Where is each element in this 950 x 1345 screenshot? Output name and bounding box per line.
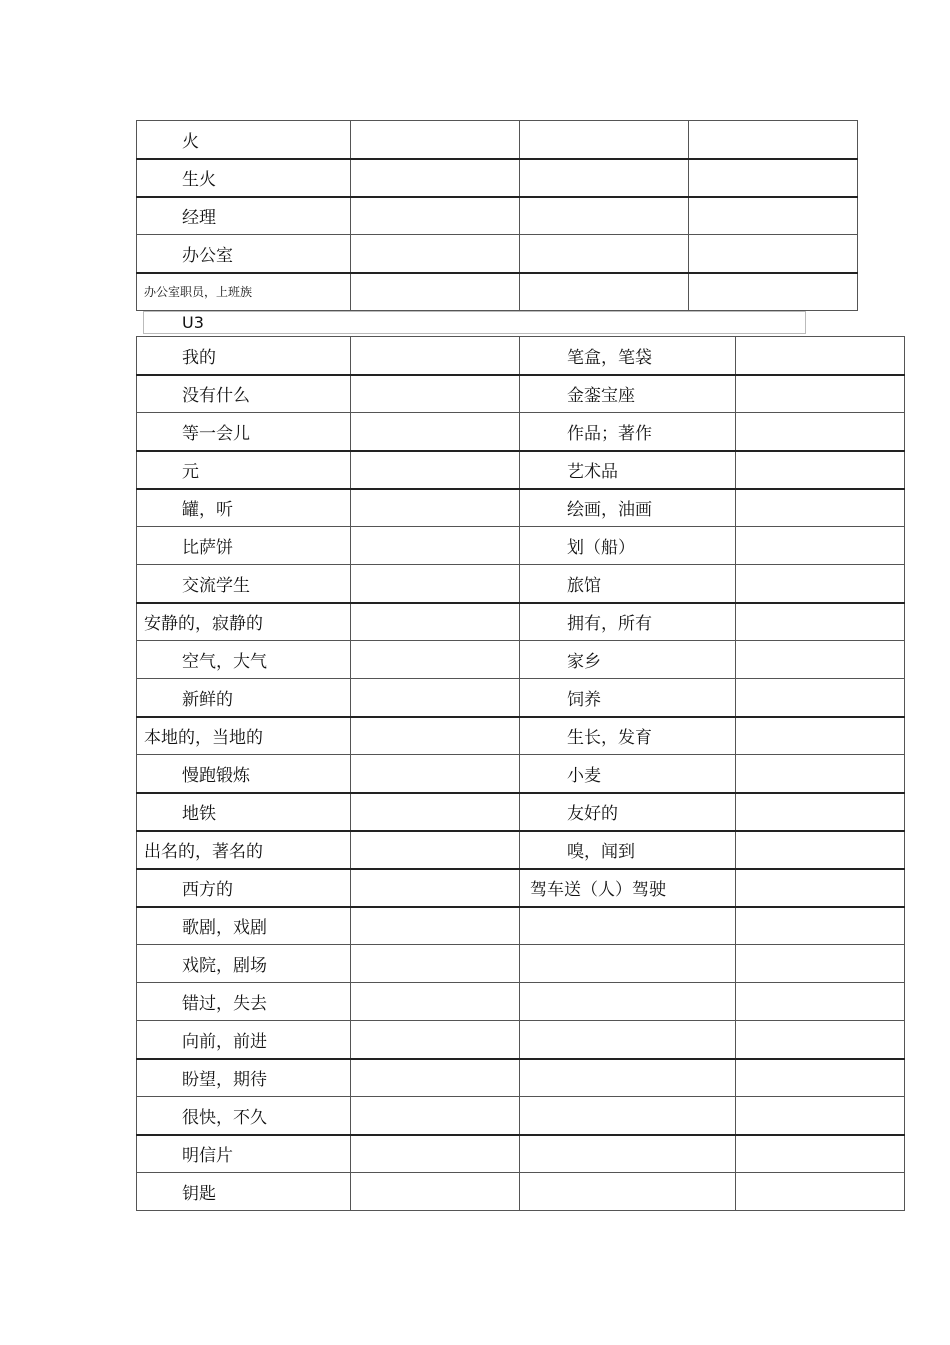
vocab-table-2 bbox=[136, 336, 905, 1211]
word-cell bbox=[520, 907, 736, 945]
table-row bbox=[137, 159, 858, 197]
word-label: 友好的 bbox=[567, 804, 618, 824]
word-cell bbox=[137, 717, 351, 755]
word-label: 我的 bbox=[182, 347, 216, 368]
word-label: 西方的 bbox=[182, 880, 233, 900]
table-row bbox=[137, 717, 905, 755]
word-label: 拥有，所有 bbox=[567, 614, 652, 635]
answer-cell[interactable] bbox=[351, 907, 520, 945]
answer-cell[interactable] bbox=[736, 451, 905, 489]
table-row bbox=[137, 273, 858, 311]
word-label: 饲养 bbox=[567, 689, 601, 710]
word-label: 歌剧，戏剧 bbox=[182, 918, 267, 939]
word-label: 艺术品 bbox=[567, 462, 618, 482]
answer-cell[interactable] bbox=[351, 337, 520, 375]
table-row bbox=[137, 1173, 905, 1211]
table-row bbox=[137, 1097, 905, 1135]
word-cell bbox=[137, 641, 351, 679]
answer-cell[interactable] bbox=[351, 641, 520, 679]
answer-cell[interactable] bbox=[351, 413, 520, 451]
word-label: 作品；著作 bbox=[567, 423, 652, 444]
word-cell bbox=[137, 413, 351, 451]
table-row bbox=[137, 641, 905, 679]
answer-cell[interactable] bbox=[351, 679, 520, 717]
word-cell bbox=[520, 1173, 736, 1211]
word-label: 向前，前进 bbox=[182, 1031, 267, 1052]
word-cell bbox=[137, 755, 351, 793]
answer-cell[interactable] bbox=[520, 235, 689, 273]
word-label: 空气，大气 bbox=[182, 652, 267, 672]
word-cell bbox=[520, 1135, 736, 1173]
word-cell bbox=[520, 413, 736, 451]
word-cell bbox=[137, 235, 351, 273]
table-row bbox=[137, 235, 858, 273]
word-label: 安静的，寂静的 bbox=[144, 614, 263, 635]
word-cell bbox=[137, 679, 351, 717]
answer-cell[interactable] bbox=[736, 375, 905, 413]
word-label: 错过，失去 bbox=[182, 994, 267, 1014]
table-row bbox=[137, 1059, 905, 1097]
word-label: 等一会儿 bbox=[182, 423, 250, 444]
answer-cell[interactable] bbox=[689, 121, 858, 159]
word-label: 盼望，期待 bbox=[182, 1070, 267, 1091]
answer-cell[interactable] bbox=[520, 273, 689, 311]
table-row bbox=[137, 121, 858, 159]
answer-cell[interactable] bbox=[351, 1097, 520, 1135]
word-cell bbox=[520, 375, 736, 413]
answer-cell[interactable] bbox=[736, 793, 905, 831]
answer-cell[interactable] bbox=[351, 755, 520, 793]
answer-cell[interactable] bbox=[736, 1173, 905, 1211]
answer-cell[interactable] bbox=[520, 159, 689, 197]
table-row bbox=[137, 907, 905, 945]
word-label: 绘画，油画 bbox=[567, 500, 652, 521]
word-label: 笔盒，笔袋 bbox=[567, 347, 652, 368]
word-label: 地铁 bbox=[182, 804, 216, 824]
word-cell bbox=[520, 565, 736, 603]
answer-cell[interactable] bbox=[736, 945, 905, 983]
answer-cell[interactable] bbox=[736, 641, 905, 679]
answer-cell[interactable] bbox=[351, 603, 520, 641]
word-cell bbox=[137, 527, 351, 565]
word-label: 生长，发育 bbox=[567, 728, 652, 749]
answer-cell[interactable] bbox=[736, 755, 905, 793]
word-cell bbox=[137, 869, 351, 907]
word-label: 新鲜的 bbox=[182, 689, 233, 710]
word-label: 经理 bbox=[182, 208, 216, 229]
word-cell bbox=[137, 1059, 351, 1097]
answer-cell[interactable] bbox=[736, 831, 905, 869]
table-row bbox=[137, 831, 905, 869]
word-cell bbox=[520, 337, 736, 375]
answer-cell[interactable] bbox=[351, 793, 520, 831]
word-cell bbox=[137, 983, 351, 1021]
answer-cell[interactable] bbox=[520, 121, 689, 159]
word-cell bbox=[137, 831, 351, 869]
table-row bbox=[137, 679, 905, 717]
word-cell bbox=[520, 603, 736, 641]
answer-cell[interactable] bbox=[736, 1097, 905, 1135]
word-label: 罐，听 bbox=[182, 500, 233, 521]
answer-cell[interactable] bbox=[736, 1021, 905, 1059]
unit-heading: U3 bbox=[182, 313, 204, 332]
answer-cell[interactable] bbox=[736, 907, 905, 945]
answer-cell[interactable] bbox=[351, 717, 520, 755]
table-row bbox=[137, 1135, 905, 1173]
word-label: 很快，不久 bbox=[182, 1107, 267, 1128]
word-label: 戏院，剧场 bbox=[182, 956, 267, 976]
answer-cell[interactable] bbox=[736, 1059, 905, 1097]
answer-cell[interactable] bbox=[351, 945, 520, 983]
word-cell bbox=[520, 1021, 736, 1059]
word-cell bbox=[520, 755, 736, 793]
word-label: 小麦 bbox=[567, 765, 601, 786]
answer-cell[interactable] bbox=[351, 159, 520, 197]
word-label: 旅馆 bbox=[567, 575, 601, 596]
table-row bbox=[137, 337, 905, 375]
word-label: 驾车送（人）驾驶 bbox=[530, 880, 666, 900]
table-row bbox=[137, 793, 905, 831]
answer-cell[interactable] bbox=[351, 451, 520, 489]
word-cell bbox=[137, 1097, 351, 1135]
unit-heading-bar bbox=[143, 311, 806, 334]
word-label: 明信片 bbox=[182, 1146, 233, 1167]
answer-cell[interactable] bbox=[351, 273, 520, 311]
answer-cell[interactable] bbox=[520, 197, 689, 235]
word-cell bbox=[520, 641, 736, 679]
word-cell bbox=[137, 793, 351, 831]
word-label: 办公室 bbox=[182, 245, 233, 266]
table-row bbox=[137, 413, 905, 451]
table-row bbox=[137, 565, 905, 603]
answer-cell[interactable] bbox=[689, 159, 858, 197]
table-row bbox=[137, 451, 905, 489]
word-label: 生火 bbox=[182, 170, 216, 190]
answer-cell[interactable] bbox=[351, 489, 520, 527]
answer-cell[interactable] bbox=[736, 717, 905, 755]
word-label: 元 bbox=[182, 462, 199, 482]
answer-cell[interactable] bbox=[736, 489, 905, 527]
table-row bbox=[137, 1021, 905, 1059]
answer-cell[interactable] bbox=[736, 337, 905, 375]
table-row bbox=[137, 603, 905, 641]
answer-cell[interactable] bbox=[351, 1059, 520, 1097]
answer-cell[interactable] bbox=[351, 1021, 520, 1059]
word-cell bbox=[520, 1059, 736, 1097]
word-label: 本地的，当地的 bbox=[144, 728, 263, 749]
word-label: 慢跑锻炼 bbox=[182, 765, 250, 786]
answer-cell[interactable] bbox=[689, 235, 858, 273]
word-label: 出名的，著名的 bbox=[144, 842, 263, 862]
word-label: 家乡 bbox=[567, 652, 601, 672]
word-cell bbox=[520, 869, 736, 907]
word-cell bbox=[137, 451, 351, 489]
answer-cell[interactable] bbox=[736, 413, 905, 451]
answer-cell[interactable] bbox=[351, 869, 520, 907]
word-cell bbox=[137, 1173, 351, 1211]
answer-cell[interactable] bbox=[736, 565, 905, 603]
word-label: 金銮宝座 bbox=[567, 386, 635, 407]
word-cell bbox=[137, 273, 351, 311]
answer-cell[interactable] bbox=[351, 197, 520, 235]
answer-cell[interactable] bbox=[351, 1173, 520, 1211]
answer-cell[interactable] bbox=[351, 235, 520, 273]
table-row bbox=[137, 489, 905, 527]
vocab-table-1 bbox=[136, 120, 858, 311]
word-label: 嗅，闻到 bbox=[567, 842, 635, 862]
word-label: 没有什么 bbox=[182, 386, 250, 407]
word-cell bbox=[137, 565, 351, 603]
table-row bbox=[137, 983, 905, 1021]
answer-cell[interactable] bbox=[736, 603, 905, 641]
answer-cell[interactable] bbox=[351, 375, 520, 413]
word-cell bbox=[137, 197, 351, 235]
word-cell bbox=[137, 603, 351, 641]
answer-cell[interactable] bbox=[351, 831, 520, 869]
word-cell bbox=[520, 717, 736, 755]
word-label: 钥匙 bbox=[182, 1184, 216, 1204]
answer-cell[interactable] bbox=[736, 983, 905, 1021]
table-row bbox=[137, 527, 905, 565]
word-cell bbox=[137, 489, 351, 527]
word-cell bbox=[137, 159, 351, 197]
table-row bbox=[137, 945, 905, 983]
word-cell bbox=[137, 945, 351, 983]
word-cell bbox=[137, 375, 351, 413]
word-cell bbox=[520, 679, 736, 717]
answer-cell[interactable] bbox=[351, 527, 520, 565]
word-cell bbox=[520, 945, 736, 983]
answer-cell[interactable] bbox=[351, 565, 520, 603]
word-cell bbox=[137, 337, 351, 375]
word-cell bbox=[137, 121, 351, 159]
answer-cell[interactable] bbox=[689, 273, 858, 311]
answer-cell[interactable] bbox=[736, 679, 905, 717]
answer-cell[interactable] bbox=[351, 1135, 520, 1173]
answer-cell[interactable] bbox=[736, 869, 905, 907]
table-row bbox=[137, 755, 905, 793]
word-cell bbox=[520, 527, 736, 565]
table-row bbox=[137, 375, 905, 413]
answer-cell[interactable] bbox=[736, 527, 905, 565]
word-cell bbox=[137, 907, 351, 945]
answer-cell[interactable] bbox=[351, 983, 520, 1021]
word-cell bbox=[520, 1097, 736, 1135]
answer-cell[interactable] bbox=[736, 1135, 905, 1173]
word-cell bbox=[520, 793, 736, 831]
word-cell bbox=[520, 983, 736, 1021]
answer-cell[interactable] bbox=[351, 121, 520, 159]
word-label: 火 bbox=[182, 131, 199, 152]
word-cell bbox=[520, 831, 736, 869]
table-row bbox=[137, 869, 905, 907]
word-label: 交流学生 bbox=[182, 575, 250, 596]
word-label: 比萨饼 bbox=[182, 538, 233, 558]
answer-cell[interactable] bbox=[689, 197, 858, 235]
word-cell bbox=[137, 1021, 351, 1059]
word-cell bbox=[520, 451, 736, 489]
word-label: 办公室职员，上班族 bbox=[144, 285, 253, 300]
word-label: 划（船） bbox=[567, 538, 635, 558]
word-cell bbox=[137, 1135, 351, 1173]
table-row bbox=[137, 197, 858, 235]
word-cell bbox=[520, 489, 736, 527]
